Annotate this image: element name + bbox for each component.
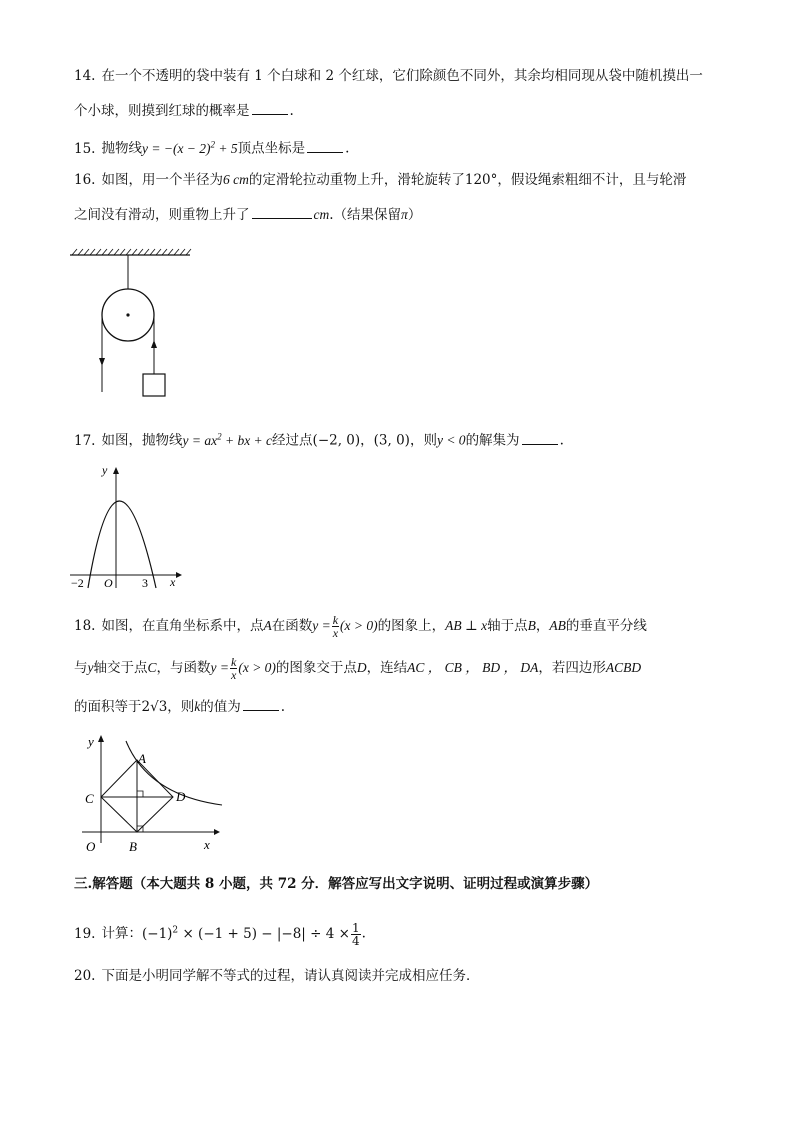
hyperbola-figure <box>82 733 227 858</box>
point-A-label: A <box>138 751 146 766</box>
q16-line1: 16. 如图，用一个半径为6 cm的定滑轮拉动重物上升，滑轮旋转了120°，假设绳索粗细不计，且与轮滑 <box>74 172 687 188</box>
x-axis-label: x <box>170 575 176 589</box>
question-number: 18. <box>74 618 96 634</box>
origin-label: O <box>104 576 113 590</box>
weight-block <box>143 374 165 396</box>
point-D-label: D <box>176 789 186 804</box>
y-axis-label: y <box>102 463 108 477</box>
right-angle-mark <box>137 791 143 797</box>
q15-line: 15. 抛物线$y = -(x - 2)^2 + 5$顶点坐标是 . <box>74 139 350 157</box>
answer-blank <box>307 138 343 153</box>
q17-line: 17. 如图，抛物线$y = ax^2$ + bx + c经过点(−2, 0)，(3, 0)，则y < 0的解集为 . <box>74 431 564 449</box>
ceiling-hatch <box>72 249 191 255</box>
q19-line: 19. 计算：$(-1)^2 \times (-1 + 5) - |-8| \div 4$ × $\frac{1}{4}$ . <box>74 920 366 948</box>
question-number: 20. <box>74 968 96 984</box>
y-arrow-icon <box>98 735 104 742</box>
question-number: 19. <box>74 925 96 942</box>
left-root-label: −2 <box>71 576 84 590</box>
up-arrow-icon <box>151 340 157 348</box>
origin-label: O <box>86 839 96 854</box>
fraction-k-over-x: $\frac{k}{x}$ <box>231 655 237 682</box>
section-title: 三.解答题（本大题共 8 小题，共 72 分．解答应写出文字说明、证明过程或演算步骤） <box>74 876 599 892</box>
fraction-one-quarter: $\frac{1}{4}$ <box>351 920 360 948</box>
answer-blank <box>252 100 288 115</box>
down-arrow-icon <box>99 358 105 366</box>
answer-blank <box>243 696 279 711</box>
formula: $y = ax^2$ + bx + c <box>182 431 273 448</box>
answer-blank <box>522 430 558 445</box>
q14-line1: 14. 在一个不透明的袋中装有 1 个白球和 2 个红球，它们除颜色不同外，其余均相同现从袋中随机摸出一 <box>74 68 703 84</box>
x-arrow-icon <box>176 572 182 578</box>
formula: $y = -(x - 2)^2 + 5$ <box>141 139 238 156</box>
q16-line2: 之间没有滑动，则重物上升了 cm.（结果保留π） <box>74 204 421 225</box>
point-C-label: C <box>85 791 94 806</box>
q18-line1: 18. 如图，在直角坐标系中，点A在函数y = $\frac{k}{x}$ (x > 0)的图象上，AB ⊥ x轴于点B，AB的垂直平分线 <box>74 613 647 640</box>
expression: $(-1)^2 \times (-1 + 5) - |-8| \div 4$ × <box>141 925 350 942</box>
parabola-figure <box>68 460 188 590</box>
q18-line2: 与y轴交于点C，与函数y = $\frac{k}{x}$ (x > 0)的图象交于点D，连结AC ， CB ， BD ， DA，若四边形ACBD <box>74 655 642 682</box>
x-axis-label: x <box>204 837 210 852</box>
right-root-label: 3 <box>142 576 148 590</box>
q18-line3: 的面积等于2√3，则k的值为 . <box>74 696 285 717</box>
question-number: 17. <box>74 432 96 449</box>
q14-line2: 个小球，则摸到红球的概率是 . <box>74 100 294 121</box>
point-B-label: B <box>129 839 137 854</box>
answer-blank <box>252 204 312 219</box>
q20-line: 20. 下面是小明同学解不等式的过程，请认真阅读并完成相应任务． <box>74 968 480 984</box>
pulley-axle <box>126 313 129 316</box>
pulley-figure <box>70 246 200 396</box>
y-axis-label: y <box>88 734 94 749</box>
question-number: 16. <box>74 172 96 188</box>
question-number: 14. <box>74 68 96 84</box>
x-arrow-icon <box>214 829 220 835</box>
fraction-k-over-x: $\frac{k}{x}$ <box>332 613 339 640</box>
question-number: 15. <box>74 140 96 157</box>
y-arrow-icon <box>113 467 119 474</box>
